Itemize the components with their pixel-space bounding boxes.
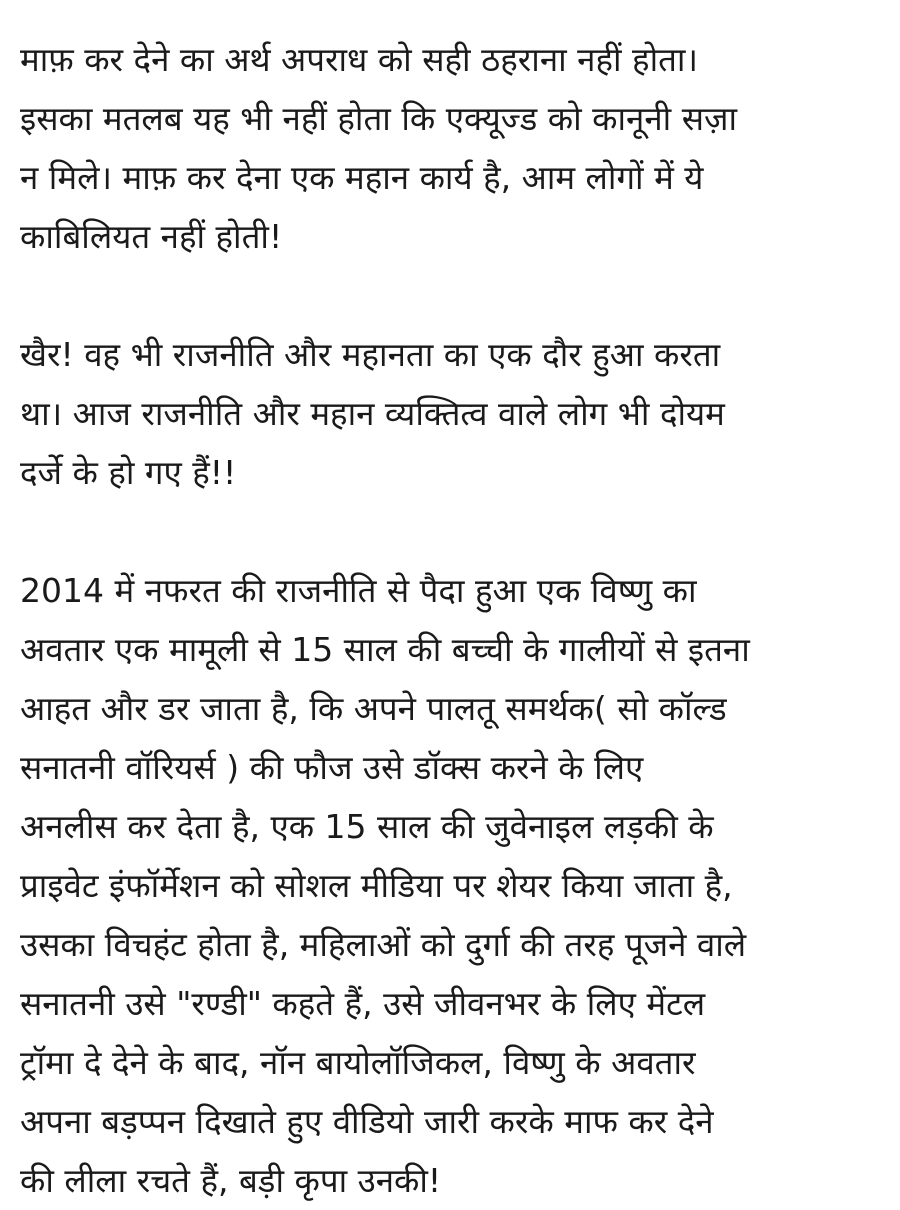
- paragraph-gap: [20, 266, 880, 325]
- text-line: सनातनी उसे "रण्डी" कहते हैं, उसे जीवनभर के लिए मेंटल: [20, 984, 706, 1023]
- text-line: सनातनी वॉरियर्स ) की फौज उसे डॉक्स करने के लिए: [20, 748, 644, 787]
- text-line: अनलीस कर देता है, एक 15 साल की जुवेनाइल लड़की के: [20, 807, 714, 846]
- paragraph-gap: [20, 502, 880, 561]
- text-line: न मिले। माफ़ कर देना एक महान कार्य है, आम लोगों में ये: [20, 158, 704, 197]
- text-line: आहत और डर जाता है, कि अपने पालतू समर्थक( सो कॉल्ड: [20, 689, 727, 728]
- text-line: माफ़ कर देने का अर्थ अपराध को सही ठहराना नहीं होता।: [20, 40, 698, 79]
- text-line: की लीला रचते हैं, बड़ी कृपा उनकी!: [20, 1161, 442, 1200]
- text-line: ट्रॉमा दे देने के बाद, नॉन बायोलॉजिकल, विष्णु के अवतार: [20, 1043, 696, 1082]
- text-line: खैर! वह भी राजनीति और महानता का एक दौर हुआ करता: [20, 335, 721, 374]
- text-line: काबिलियत नहीं होती!: [20, 217, 283, 256]
- text-line: दर्जे के हो गए हैं!!: [20, 453, 237, 492]
- text-line: 2014 में नफरत की राजनीति से पैदा हुआ एक विष्णु का: [20, 571, 697, 610]
- paragraph-2014: [20, 561, 880, 1210]
- text-line: अवतार एक मामूली से 15 साल की बच्ची के गालीयों से इतना: [20, 630, 750, 669]
- text-line: इसका मतलब यह भी नहीं होता कि एक्यूज्ड को कानूनी सज़ा: [20, 99, 738, 138]
- text-line: उसका विचहंट होता है, महिलाओं को दुर्गा की तरह पूजने वाले: [20, 925, 747, 964]
- text-line: अपना बड़प्पन दिखाते हुए वीडियो जारी करके माफ कर देने: [20, 1102, 714, 1141]
- paragraph-politics: [20, 325, 880, 502]
- text-line: प्राइवेट इंफॉर्मेशन को सोशल मीडिया पर शेयर किया जाता है,: [20, 866, 733, 905]
- paragraph-forgiveness: [20, 30, 880, 266]
- text-line: था। आज राजनीति और महान व्यक्तित्व वाले लोग भी दोयम: [20, 394, 725, 433]
